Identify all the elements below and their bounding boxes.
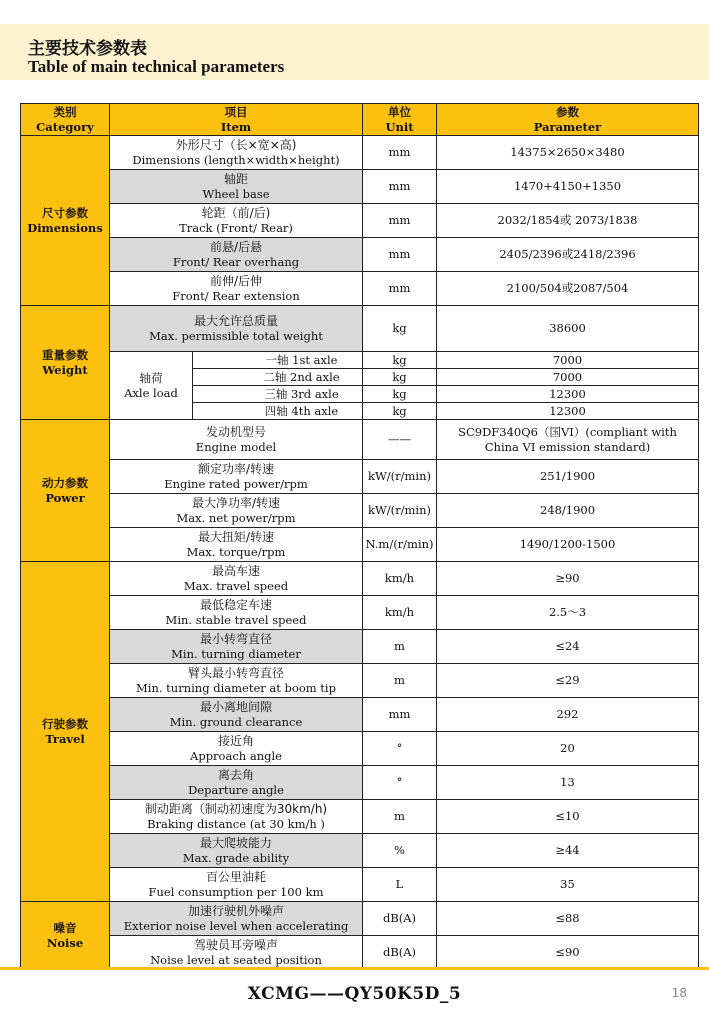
- table-row: [21, 306, 699, 352]
- table-row: [21, 420, 699, 460]
- table-row: [21, 136, 699, 170]
- unit-cell: kW/(r/min): [363, 494, 437, 528]
- category-travel: 行驶参数 Travel: [21, 562, 110, 902]
- item-label: 百公里油耗 Fuel consumption per 100 km: [110, 868, 363, 902]
- item-label: 最小离地间隙 Min. ground clearance: [110, 698, 363, 732]
- unit-cell: mm: [363, 170, 437, 204]
- value-cell: 13: [437, 766, 699, 800]
- unit-cell: kg: [363, 369, 437, 386]
- category-power: 动力参数 Power: [21, 420, 110, 562]
- value-cell: 12300: [437, 403, 699, 420]
- table-row: [21, 630, 699, 664]
- table-row: [21, 936, 699, 970]
- table-row: [21, 664, 699, 698]
- unit-cell: kg: [363, 386, 437, 403]
- item-label: 额定功率/转速 Engine rated power/rpm: [110, 460, 363, 494]
- unit-cell: %: [363, 834, 437, 868]
- page-number: 18: [671, 986, 687, 1000]
- col-header-item: 项目 Item: [110, 104, 363, 136]
- unit-cell: dB(A): [363, 902, 437, 936]
- unit-cell: km/h: [363, 562, 437, 596]
- value-cell: 2.5～3: [437, 596, 699, 630]
- unit-cell: km/h: [363, 596, 437, 630]
- value-cell: 251/1900: [437, 460, 699, 494]
- table-row: [21, 800, 699, 834]
- axle-label: 四轴 4th axle: [193, 403, 363, 420]
- value-cell: 12300: [437, 386, 699, 403]
- footer-divider: [0, 967, 709, 970]
- unit-cell: mm: [363, 204, 437, 238]
- value-cell: 2032/1854或 2073/1838: [437, 204, 699, 238]
- unit-cell: m: [363, 630, 437, 664]
- value-cell: 7000: [437, 369, 699, 386]
- unit-cell: °: [363, 766, 437, 800]
- item-label: 发动机型号 Engine model: [110, 420, 363, 460]
- value-cell: 14375×2650×3480: [437, 136, 699, 170]
- unit-cell: kg: [363, 306, 437, 352]
- value-cell: 292: [437, 698, 699, 732]
- item-label: 接近角 Approach angle: [110, 732, 363, 766]
- value-cell: 1490/1200-1500: [437, 528, 699, 562]
- item-label: 最大净功率/转速 Max. net power/rpm: [110, 494, 363, 528]
- table-row: [21, 698, 699, 732]
- value-cell: ≤88: [437, 902, 699, 936]
- unit-cell: mm: [363, 238, 437, 272]
- table-row: [21, 562, 699, 596]
- value-cell: 7000: [437, 352, 699, 369]
- value-cell: SC9DF340Q6（国VI）(compliant with China VI emission standard): [437, 420, 699, 460]
- value-cell: 2100/504或2087/504: [437, 272, 699, 306]
- unit-cell: L: [363, 868, 437, 902]
- item-label: 臂头最小转弯直径 Min. turning diameter at boom tip: [110, 664, 363, 698]
- item-label: 最大允许总质量 Max. permissible total weight: [110, 306, 363, 352]
- unit-cell: dB(A): [363, 936, 437, 970]
- spec-table: [20, 103, 699, 970]
- item-label: 最大爬坡能力 Max. grade ability: [110, 834, 363, 868]
- axle-label: 三轴 3rd axle: [193, 386, 363, 403]
- item-label: 驾驶员耳旁噪声 Noise level at seated position: [110, 936, 363, 970]
- value-cell: 2405/2396或2418/2396: [437, 238, 699, 272]
- table-row: [21, 460, 699, 494]
- table-row: [21, 528, 699, 562]
- footer-model-title: XCMG——QY50K5D_5: [247, 984, 462, 1004]
- item-label: 最高车速 Max. travel speed: [110, 562, 363, 596]
- value-cell: 248/1900: [437, 494, 699, 528]
- item-label: 外形尺寸（长×宽×高) Dimensions (length×width×height): [110, 136, 363, 170]
- col-header-unit: 单位 Unit: [363, 104, 437, 136]
- table-row: [21, 766, 699, 800]
- item-label: 前伸/后伸 Front/ Rear extension: [110, 272, 363, 306]
- page-title-en: Table of main technical parameters: [28, 57, 285, 76]
- value-cell: ≥44: [437, 834, 699, 868]
- axle-load-group: 轴荷 Axle load: [110, 352, 193, 420]
- table-header-row: [21, 104, 699, 136]
- item-label: 加速行驶机外噪声 Exterior noise level when accelerating: [110, 902, 363, 936]
- value-cell: ≤29: [437, 664, 699, 698]
- value-cell: ≤10: [437, 800, 699, 834]
- unit-cell: mm: [363, 698, 437, 732]
- col-header-category: 类别 Category: [21, 104, 110, 136]
- category-dimensions: 尺寸参数 Dimensions: [21, 136, 110, 306]
- value-cell: ≥90: [437, 562, 699, 596]
- item-label: 最大扭矩/转速 Max. torque/rpm: [110, 528, 363, 562]
- unit-cell: kg: [363, 352, 437, 369]
- unit-cell: mm: [363, 136, 437, 170]
- item-label: 离去角 Departure angle: [110, 766, 363, 800]
- table-row: [21, 902, 699, 936]
- table-row: [21, 170, 699, 204]
- item-label: 制动距离（制动初速度为30km/h) Braking distance (at 30 km/h ): [110, 800, 363, 834]
- unit-cell: kW/(r/min): [363, 460, 437, 494]
- table-row: [21, 272, 699, 306]
- unit-cell: °: [363, 732, 437, 766]
- table-row: [21, 596, 699, 630]
- value-cell: 38600: [437, 306, 699, 352]
- item-label: 轮距（前/后) Track (Front/ Rear): [110, 204, 363, 238]
- unit-cell: m: [363, 800, 437, 834]
- table-row: [21, 204, 699, 238]
- table-row: [21, 238, 699, 272]
- item-label: 最低稳定车速 Min. stable travel speed: [110, 596, 363, 630]
- value-cell: ≤90: [437, 936, 699, 970]
- category-noise: 噪音 Noise: [21, 902, 110, 970]
- page-title-zh: 主要技术参数表: [28, 39, 147, 59]
- unit-cell: mm: [363, 272, 437, 306]
- unit-cell: N.m/(r/min): [363, 528, 437, 562]
- table-row: [21, 494, 699, 528]
- category-weight: 重量参数 Weight: [21, 306, 110, 420]
- unit-cell: m: [363, 664, 437, 698]
- axle-label: 二轴 2nd axle: [193, 369, 363, 386]
- table-row: [21, 868, 699, 902]
- unit-cell: kg: [363, 403, 437, 420]
- item-label: 轴距 Wheel base: [110, 170, 363, 204]
- table-row: [21, 834, 699, 868]
- unit-cell: ——: [363, 420, 437, 460]
- item-label: 前悬/后悬 Front/ Rear overhang: [110, 238, 363, 272]
- value-cell: 35: [437, 868, 699, 902]
- axle-label: 一轴 1st axle: [193, 352, 363, 369]
- item-label: 最小转弯直径 Min. turning diameter: [110, 630, 363, 664]
- value-cell: 1470+4150+1350: [437, 170, 699, 204]
- table-row: [21, 732, 699, 766]
- value-cell: 20: [437, 732, 699, 766]
- value-cell: ≤24: [437, 630, 699, 664]
- table-row: [21, 352, 699, 369]
- col-header-parameter: 参数 Parameter: [437, 104, 699, 136]
